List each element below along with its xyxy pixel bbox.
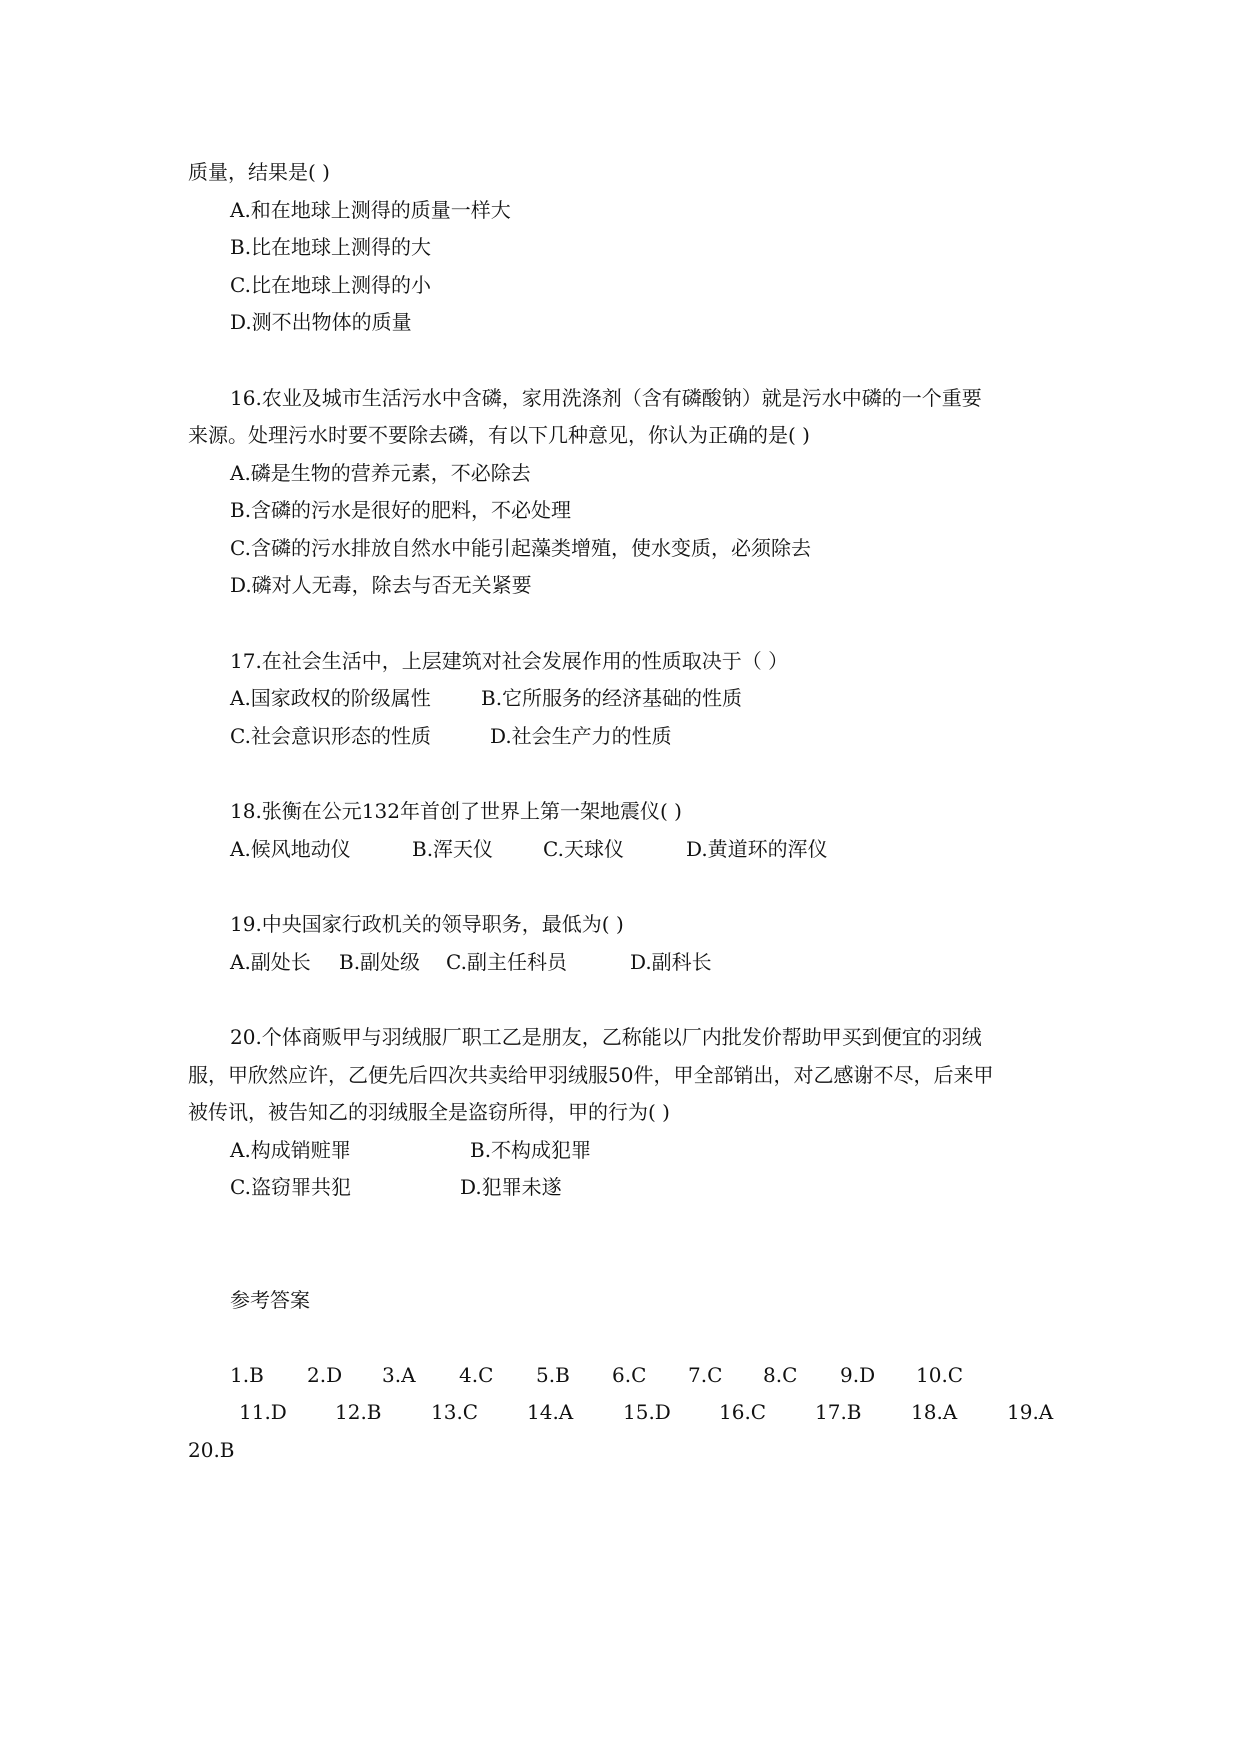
answer-item: 17.B — [815, 1400, 862, 1424]
answer-item: 8.C — [763, 1363, 798, 1387]
q16-option-b: B.含磷的污水是很好的肥料，不必处理 — [230, 498, 572, 522]
answer-item: 19.A — [1007, 1400, 1054, 1424]
q20-stem-line2: 服，甲欣然应许，乙便先后四次共卖给甲羽绒服50件，甲全部销出，对乙感谢不尽，后来甲 — [188, 1063, 994, 1087]
answer-item: 3.A — [382, 1363, 416, 1387]
q15-option-b: B.比在地球上测得的大 — [230, 235, 432, 259]
q16-stem-line2: 来源。处理污水时要不要除去磷，有以下几种意见，你认为正确的是( ) — [188, 423, 810, 447]
q18-option-a: A.候风地动仪 — [230, 837, 351, 861]
answer-item: 5.B — [536, 1363, 570, 1387]
answer-item: 9.D — [840, 1363, 876, 1387]
answer-item: 6.C — [612, 1363, 647, 1387]
answer-item: 15.D — [623, 1400, 671, 1424]
q18-option-d: D.黄道环的浑仪 — [686, 837, 828, 861]
q16-stem-line1: 16.农业及城市生活污水中含磷，家用洗涤剂（含有磷酸钠）就是污水中磷的一个重要 — [230, 386, 982, 410]
q15-stem-tail: 质量，结果是( ) — [188, 160, 330, 184]
answer-item: 16.C — [719, 1400, 767, 1424]
q15-option-d: D.测不出物体的质量 — [230, 310, 412, 334]
q19-option-d: D.副科长 — [630, 950, 712, 974]
q20-stem-line1: 20.个体商贩甲与羽绒服厂职工乙是朋友，乙称能以厂内批发价帮助甲买到便宜的羽绒 — [230, 1025, 982, 1049]
q15-option-c: C.比在地球上测得的小 — [230, 273, 431, 297]
q20-option-c: C.盗窃罪共犯 — [230, 1175, 351, 1199]
q17-option-a: A.国家政权的阶级属性 — [230, 686, 431, 710]
q20-option-b: B.不构成犯罪 — [470, 1138, 592, 1162]
answers-row-3 — [188, 1436, 235, 1464]
answer-item: 12.B — [335, 1400, 382, 1424]
q19-option-b: B.副处级 — [339, 950, 421, 974]
answer-item: 14.A — [527, 1400, 574, 1424]
q17-option-b: B.它所服务的经济基础的性质 — [481, 686, 743, 710]
answer-item: 13.C — [431, 1400, 479, 1424]
q20-stem-line3: 被传讯，被告知乙的羽绒服全是盗窃所得，甲的行为( ) — [188, 1100, 670, 1124]
answer-item: 11.D — [239, 1400, 287, 1424]
answer-item: 10.C — [916, 1363, 964, 1387]
q19-option-c: C.副主任科员 — [446, 950, 567, 974]
q16-option-c: C.含磷的污水排放自然水中能引起藻类增殖，使水变质，必须除去 — [230, 536, 811, 560]
q17-option-c: C.社会意识形态的性质 — [230, 724, 431, 748]
q20-option-d: D.犯罪未遂 — [460, 1175, 562, 1199]
answer-item: 18.A — [911, 1400, 958, 1424]
q20-option-a: A.构成销赃罪 — [230, 1138, 351, 1162]
answer-item: 20.B — [188, 1438, 235, 1462]
q18-option-b: B.浑天仪 — [412, 837, 494, 861]
q19-option-a: A.副处长 — [230, 950, 311, 974]
answer-item: 7.C — [688, 1363, 723, 1387]
q17-option-d: D.社会生产力的性质 — [490, 724, 672, 748]
q16-option-a: A.磷是生物的营养元素，不必除去 — [230, 461, 531, 485]
answer-item: 4.C — [459, 1363, 494, 1387]
q19-stem: 19.中央国家行政机关的领导职务，最低为( ) — [230, 912, 624, 936]
q16-option-d: D.磷对人无毒，除去与否无关紧要 — [230, 573, 532, 597]
answer-item: 2.D — [307, 1363, 343, 1387]
q15-option-a: A.和在地球上测得的质量一样大 — [230, 198, 511, 222]
q17-stem: 17.在社会生活中，上层建筑对社会发展作用的性质取决于（ ） — [230, 649, 789, 673]
q18-option-c: C.天球仪 — [543, 837, 624, 861]
q18-stem: 18.张衡在公元132年首创了世界上第一架地震仪( ) — [230, 799, 682, 823]
answer-item: 1.B — [230, 1363, 264, 1387]
answers-heading: 参考答案 — [230, 1288, 310, 1312]
